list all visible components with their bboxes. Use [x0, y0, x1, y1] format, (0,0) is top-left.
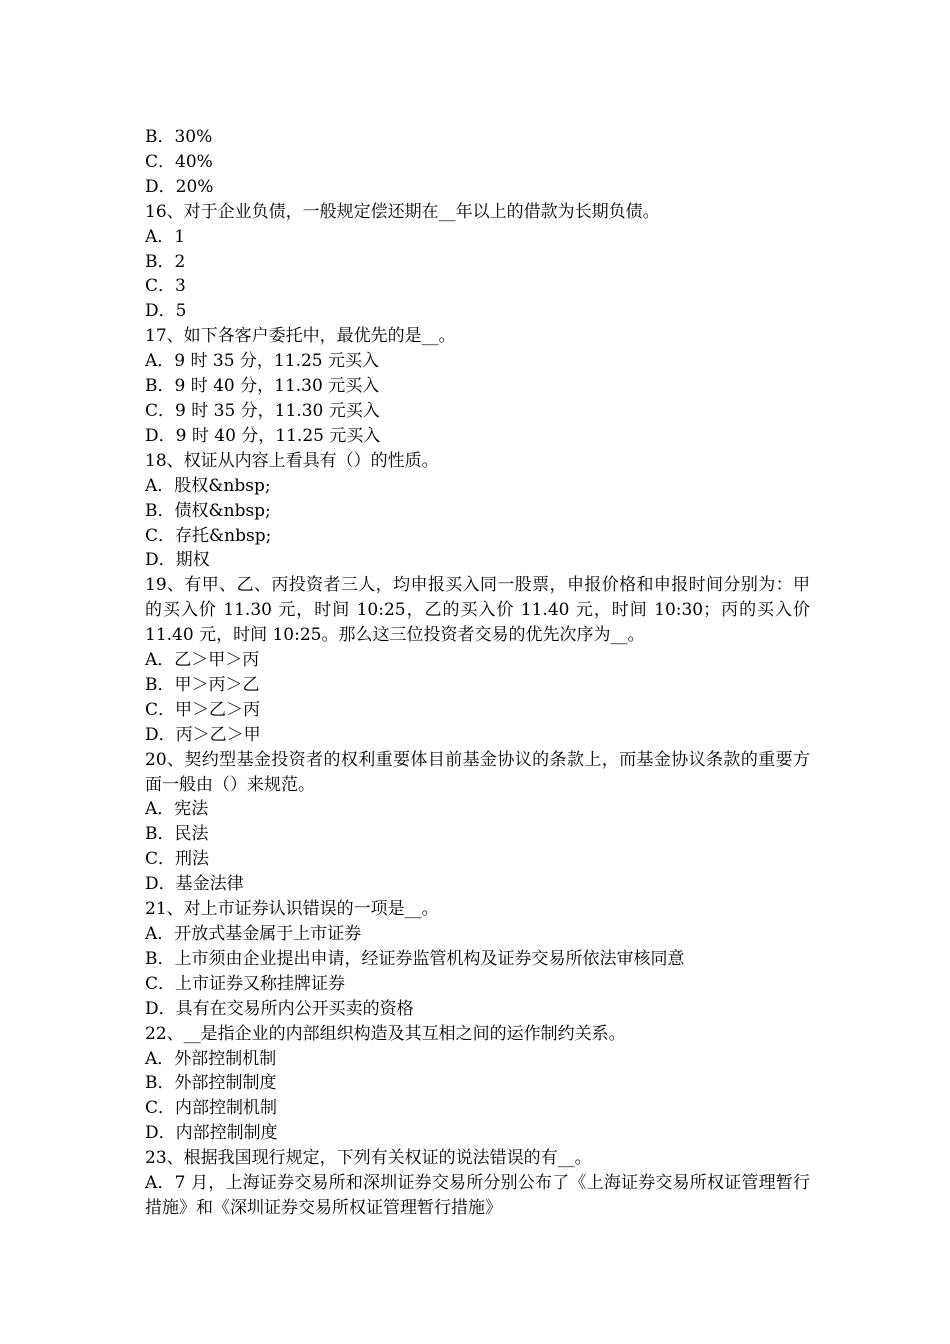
option-b: B．民法 [145, 824, 209, 845]
option-a: A．乙＞甲＞丙 [145, 650, 260, 671]
question-21: 21、对上市证券认识错误的一项是__。 [145, 899, 439, 920]
option-d: D．内部控制制度 [145, 1123, 278, 1144]
option-a: A．宪法 [145, 799, 209, 820]
option-a: A．7 月，上海证券交易所和深圳证券交易所分别公布了《上海证券交易所权证管理暂行措施》和《深圳证券交易所权证管理暂行措施》 [145, 1173, 810, 1218]
option-a: A．9 时 35 分，11.25 元买入 [145, 351, 380, 372]
option-d: D．9 时 40 分，11.25 元买入 [145, 425, 381, 446]
option-b: B．上市须由企业提出申请，经证券监管机构及证券交易所依法审核同意 [145, 948, 685, 969]
option-b: B．30% [145, 127, 213, 147]
option-a: A．1 [145, 226, 186, 247]
question-20: 20、契约型基金投资者的权利重要体目前基金协议的条款上，而基金协议条款的重要方面一般由（）来规范。 [145, 749, 810, 795]
option-a: A．股权&nbsp; [145, 475, 271, 496]
document-body [145, 125, 810, 1221]
option-a: A．外部控制机制 [145, 1048, 277, 1069]
option-d: D．具有在交易所内公开买卖的资格 [145, 998, 414, 1019]
question-22: 22、__是指企业的内部组织构造及其互相之间的运作制约关系。 [145, 1023, 626, 1044]
option-c: C．40% [145, 151, 213, 172]
option-d: D．5 [145, 301, 187, 322]
option-d: D．基金法律 [145, 874, 244, 895]
option-c: C．存托&nbsp; [145, 525, 272, 546]
option-d: D．期权 [145, 550, 210, 571]
question-18: 18、权证从内容上看具有（）的性质。 [145, 450, 439, 471]
option-c: C．刑法 [145, 849, 210, 870]
option-b: B．债权&nbsp; [145, 500, 271, 521]
question-23: 23、根据我国现行规定，下列有关权证的说法错误的有__。 [145, 1148, 592, 1169]
option-c: C．9 时 35 分，11.30 元买入 [145, 400, 380, 421]
option-c: C．内部控制机制 [145, 1098, 278, 1119]
option-b: B．2 [145, 251, 186, 272]
option-d: D．丙＞乙＞甲 [145, 724, 261, 745]
option-d: D．20% [145, 176, 214, 197]
option-b: B．9 时 40 分，11.30 元买入 [145, 376, 380, 397]
option-c: C．3 [145, 276, 186, 297]
option-c: C．上市证券又称挂牌证券 [145, 973, 346, 994]
option-a: A．开放式基金属于上市证券 [145, 924, 362, 944]
question-16: 16、对于企业负债，一般规定偿还期在__年以上的借款为长期负债。 [145, 201, 660, 222]
question-17: 17、如下各客户委托中，最优先的是__。 [145, 326, 456, 347]
option-b: B．外部控制制度 [145, 1073, 277, 1094]
option-b: B．甲＞丙＞乙 [145, 674, 260, 695]
question-19: 19、有甲、乙、丙投资者三人，均申报买入同一股票，申报价格和申报时间分别为：甲的买入价 11.30 元，时间 10:25，乙的买入价 11.40 元，时间 10:30；丙的买入价 11.40 元，时间 10:25。那么这三位投资者交易的优先次序为__。 [145, 575, 810, 646]
option-c: C．甲＞乙＞丙 [145, 699, 261, 720]
